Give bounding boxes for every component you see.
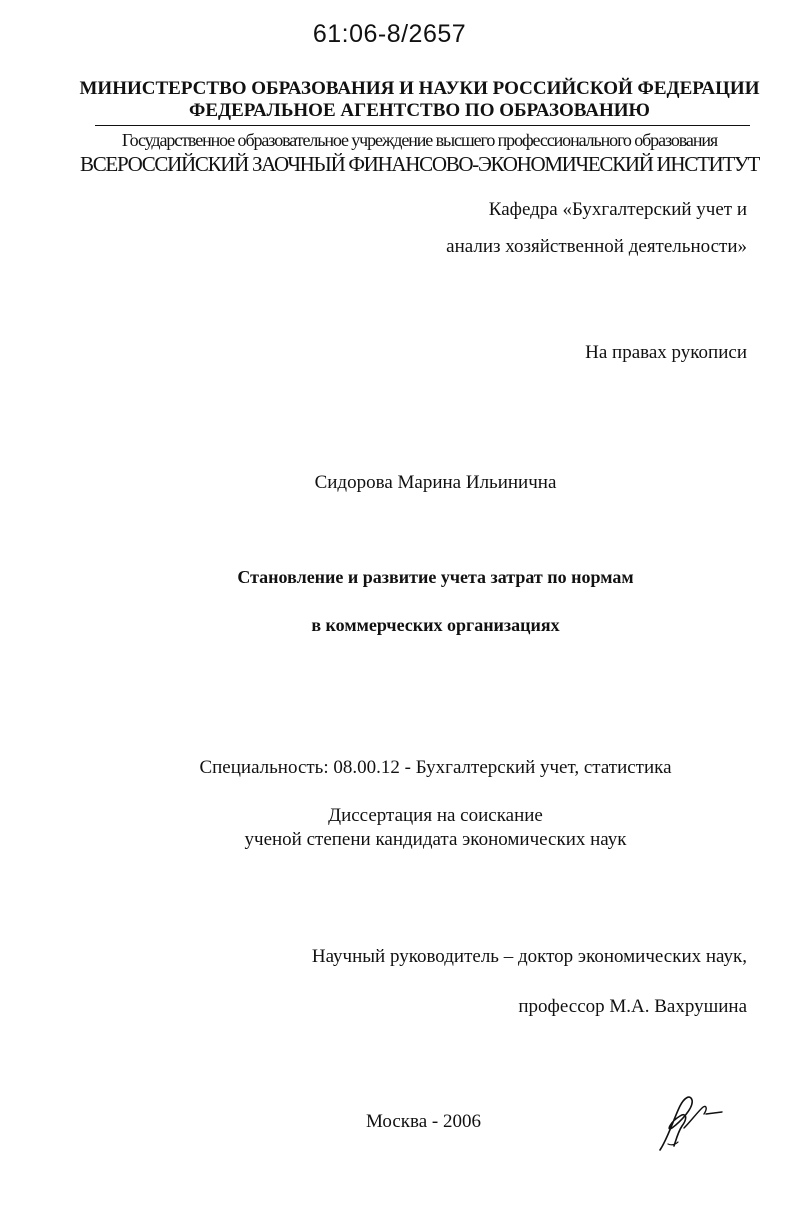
degree-line-1: Диссертация на соискание [328, 805, 543, 826]
ministry-line-2: ФЕДЕРАЛЬНОЕ АГЕНТСТВО ПО ОБРАЗОВАНИЮ [189, 100, 650, 121]
header-divider [95, 125, 750, 126]
signature-stroke-dash [706, 1112, 722, 1114]
signature-stroke-loop [684, 1106, 706, 1128]
institution-type: Государственное образовательное учреждение высшего профессионального образования [121, 130, 718, 150]
institution-header [0, 128, 799, 176]
degree-line-2: ученой степени кандидата экономических наук [244, 829, 627, 850]
signature-stroke-tail [668, 1142, 678, 1145]
manuscript-note: На правах рукописи [585, 342, 747, 363]
handwritten-signature [650, 1088, 730, 1158]
city-year: Москва - 2006 [365, 1111, 482, 1132]
ministry-header [0, 78, 799, 122]
institution-name: ВСЕРОССИЙСКИЙ ЗАОЧНЫЙ ФИНАНСОВО-ЭКОНОМИЧЕСКИЙ ИНСТИТУТ [80, 152, 759, 176]
supervisor-line-1: Научный руководитель – доктор экономических наук, [311, 946, 747, 967]
author-name: Сидорова Марина Ильинична [314, 472, 557, 493]
department-line-2: анализ хозяйственной деятельности» [446, 236, 747, 257]
ministry-line-1: МИНИСТЕРСТВО ОБРАЗОВАНИЯ И НАУКИ РОССИЙСКОЙ ФЕДЕРАЦИИ [79, 78, 760, 99]
archive-code [0, 20, 799, 49]
supervisor-line-2: профессор М.А. Вахрушина [518, 996, 747, 1017]
specialty: Специальность: 08.00.12 - Бухгалтерский учет, статистика [199, 757, 672, 778]
dissertation-title-line-1: Становление и развитие учета затрат по нормам [237, 567, 634, 587]
dissertation-title-line-2: в коммерческих организациях [311, 615, 560, 635]
department-line-1: Кафедра «Бухгалтерский учет и [488, 199, 747, 220]
archive-code-text: 61:06-8/2657 [312, 20, 467, 48]
